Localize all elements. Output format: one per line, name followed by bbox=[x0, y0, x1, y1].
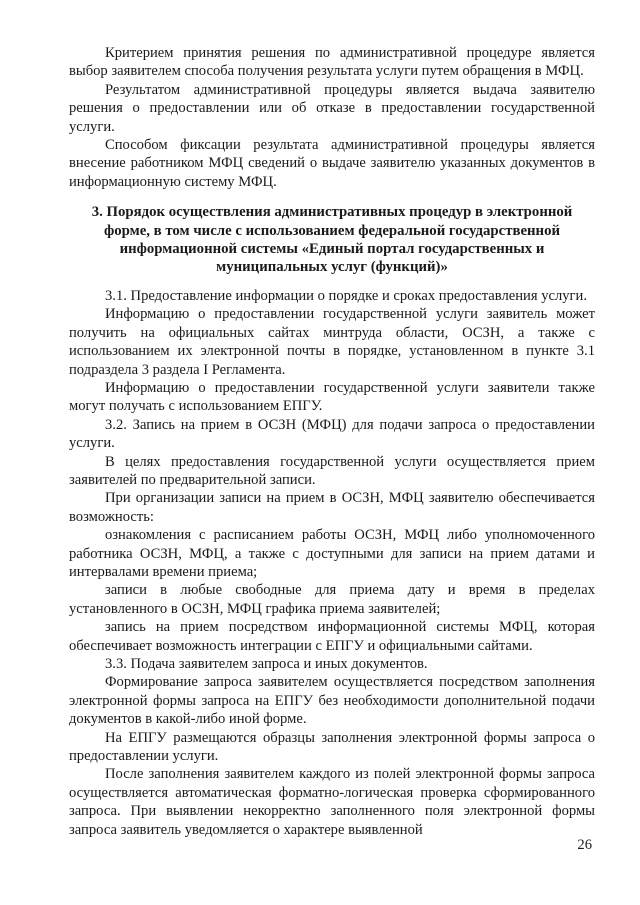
paragraph: Результатом административной процедуры является выдача заявителю решения о предоставлении или об отказе в предоставлении государственной услуги. bbox=[69, 81, 595, 135]
paragraph: Способом фиксации результата административной процедуры является внесение работником МФЦ сведений о выдаче заявителю указанных документов в информационную систему МФЦ. bbox=[69, 137, 595, 190]
paragraph: Критерием принятия решения по административной процедуре является выбор заявителем способа получения результата услуги путем обращения в МФЦ. bbox=[69, 45, 595, 80]
paragraph: Информацию о предоставлении государственной услуги заявители также могут получать с использованием ЕПГУ. bbox=[69, 379, 595, 415]
paragraph: Информацию о предоставлении государственной услуги заявитель может получить на официальных сайтах минтруда области, ОСЗН, а также с использованием их электронной почты в порядке, установленном в пункте 3.1 подраздела 3 раздела I Регламента. bbox=[69, 306, 595, 378]
section-heading: 3. Порядок осуществления административных процедур в электронной форме, в том числе с использованием федеральной государственной информационной системы «Единый портал государственных и муниципальных услуг (функций)» bbox=[91, 204, 573, 276]
paragraph: После заполнения заявителем каждого из полей электронной формы запроса осуществляется автоматическая форматно-логическая проверка сформированного запроса. При выявлении некорректно заполненного поля электронной формы запроса заявитель уведомляется о характере выявленной bbox=[69, 766, 595, 838]
document-page bbox=[69, 44, 595, 839]
paragraph: При организации записи на прием в ОСЗН, МФЦ заявителю обеспечивается возможность: bbox=[69, 490, 595, 525]
paragraph: 3.3. Подача заявителем запроса и иных документов. bbox=[105, 656, 428, 672]
paragraph: Формирование запроса заявителем осуществляется посредством заполнения электронной формы запроса на ЕПГУ без необходимости дополнительной подачи документов в какой-либо иной форме. bbox=[69, 674, 595, 728]
paragraph: 3.2. Запись на прием в ОСЗН (МФЦ) для подачи запроса о предоставлении услуги. bbox=[69, 416, 595, 452]
paragraph: запись на прием посредством информационной системы МФЦ, которая обеспечивает возможность интеграции с ЕПГУ и официальными сайтами. bbox=[69, 619, 595, 654]
paragraph: 3.1. Предоставление информации о порядке и сроках предоставления услуги. bbox=[105, 287, 587, 304]
paragraph: ознакомления с расписанием работы ОСЗН, МФЦ либо уполномоченного работника ОСЗН, МФЦ, а также с доступными для записи на прием датами и интервалами времени приема; bbox=[69, 527, 595, 580]
page-number: 26 bbox=[577, 837, 592, 853]
paragraph: На ЕПГУ размещаются образцы заполнения электронной формы запроса о предоставлении услуги. bbox=[69, 729, 595, 765]
paragraph: В целях предоставления государственной услуги осуществляется прием заявителей по предварительной записи. bbox=[69, 453, 595, 488]
paragraph: записи в любые свободные для приема дату и время в пределах установленного в ОСЗН, МФЦ графика приема заявителей; bbox=[69, 582, 595, 617]
